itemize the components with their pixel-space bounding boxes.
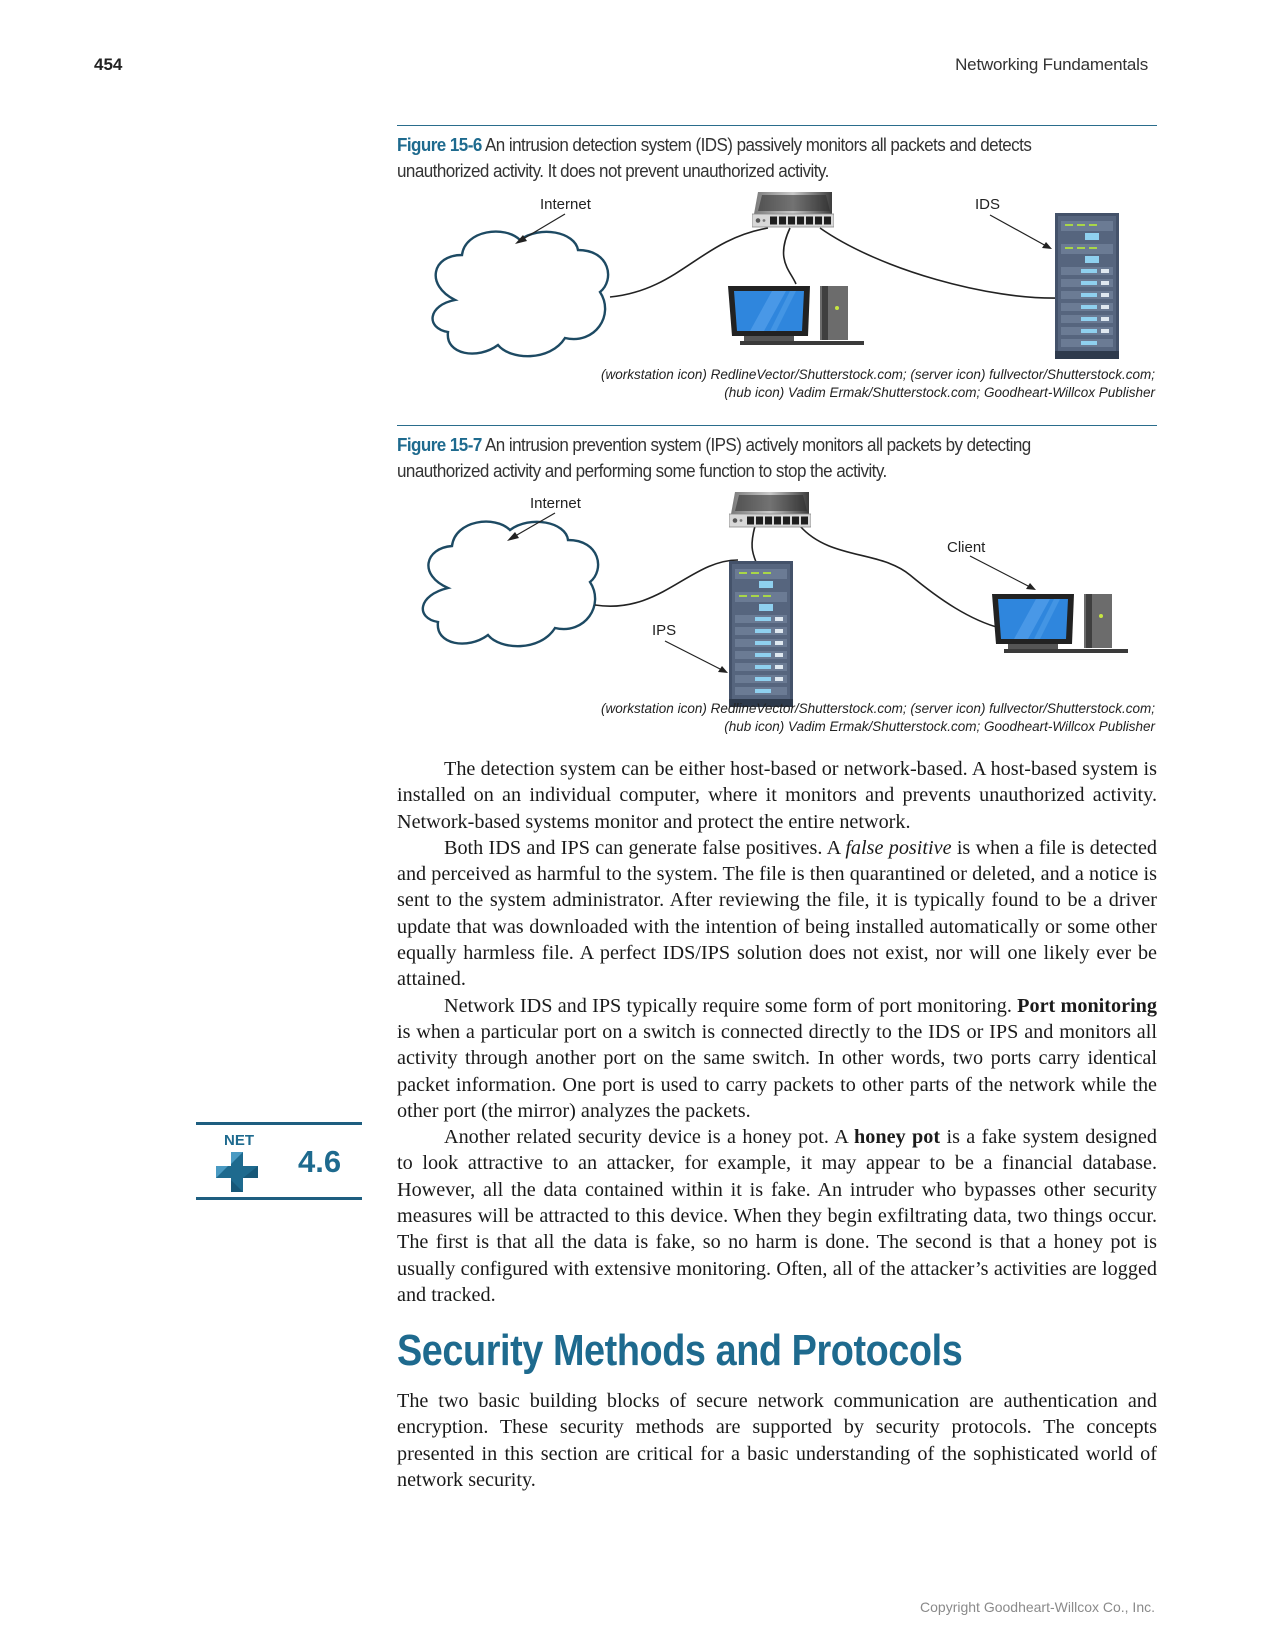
internet-cloud-icon: [423, 522, 598, 647]
paragraph: [397, 993, 1157, 1124]
running-head: Networking Fundamentals: [955, 55, 1148, 74]
section-body: [397, 1388, 1157, 1493]
net-objective-badge: [196, 1122, 362, 1200]
net-objective-number: 4.6: [298, 1144, 342, 1179]
copyright-footer: Copyright Goodheart-Willcox Co., Inc.: [920, 1599, 1155, 1615]
text-run: Both IDS and IPS can generate false positives. A: [444, 836, 846, 859]
ips-label: IPS: [652, 622, 677, 639]
paragraph: The detection system can be either host-based or network-based. A host-based system is installed on an individual computer, where it monitors and prevents unauthorized activity. Network-based systems monitor and protect the entire network.: [397, 758, 1157, 833]
figure-label: Figure 15-6: [397, 134, 482, 155]
net-label: NET: [224, 1132, 254, 1149]
credit-line: (workstation icon) RedlineVector/Shutterstock.com; (server icon) fullvector/Shutterstock.com;: [601, 701, 1155, 716]
server-icon: [729, 561, 793, 707]
section-heading: Security Methods and Protocols: [397, 1326, 963, 1375]
badge-top-rule: [196, 1122, 362, 1125]
ids-label: IDS: [975, 196, 1001, 213]
credit-line: (hub icon) Vadim Ermak/Shutterstock.com; Goodheart-Willcox Publisher: [724, 385, 1155, 400]
figure-label: Figure 15-7: [397, 434, 482, 455]
badge-bottom-rule: [196, 1197, 362, 1200]
paragraph: [397, 1124, 1157, 1308]
term-false-positive: false positive: [845, 836, 952, 859]
figure-caption-text: An intrusion prevention system (IPS) actively monitors all packets by detecting unauthorized activity and performing some function to stop the activity.: [397, 434, 1031, 481]
page-number: 454: [94, 55, 123, 74]
internet-label: Internet: [530, 495, 581, 512]
paragraph: [397, 835, 1157, 993]
text-run: is when a particular port on a switch is connected directly to the IDS or IPS and monitors all activity through another port on the same switch. In other words, two ports carry identical packet information. One port is used to carry packets to other parts of the network while the other port (the mirror) analyzes the packets.: [397, 1020, 1157, 1122]
text-run: is when a file is detected and perceived as harmful to the system. The file is then quarantined or deleted, and a notice is sent to the system administrator. After reviewing the file, it is typically found to be a driver update that was downloaded with the intention of being installed automatically or some other equally harmless file. A perfect IDS/IPS solution does not exist, nor will one likely ever be attained.: [397, 836, 1157, 991]
hub-icon: [729, 492, 811, 527]
term-port-monitoring: Port monitoring: [1017, 994, 1157, 1017]
term-honey-pot: honey pot: [854, 1126, 941, 1149]
paragraph: The two basic building blocks of secure network communication are authentication and encryption. These security methods are supported by security protocols. The concepts presented in this section are critical for a basic understanding of the sophisticated world of network security.: [397, 1390, 1157, 1491]
text-run: Network IDS and IPS typically require some form of port monitoring.: [444, 994, 1018, 1017]
figure-caption-text: An intrusion detection system (IDS) passively monitors all packets and detects unauthorized activity. It does not prevent unauthorized activity.: [397, 134, 1032, 181]
client-label: Client: [947, 539, 986, 556]
text-run: is a fake system designed to look attractive to an attacker, for example, it may appear to be a financial database. However, all the data contained within it is fake. An intruder who bypasses other security measures will be attracted to this device. When they begin exfiltrating data, two things occur. The first is that all the data is fake, so no harm is done. The second is that a honey pot is usually configured with extensive monitoring. Often, all of the attacker’s activities are logged and tracked.: [397, 1126, 1157, 1306]
text-run: Another related security device is a honey pot. A: [444, 1126, 855, 1149]
workstation-icon: [992, 594, 1128, 653]
internet-label: Internet: [540, 196, 591, 213]
credit-line: (workstation icon) RedlineVector/Shutterstock.com; (server icon) fullvector/Shutterstock.com;: [601, 367, 1155, 382]
figure-15-7-credit: [601, 700, 1155, 736]
credit-line: (hub icon) Vadim Ermak/Shutterstock.com; Goodheart-Willcox Publisher: [724, 719, 1155, 734]
net-plus-icon: [216, 1152, 258, 1192]
figure-15-7-diagram: [0, 0, 1274, 710]
body-text: [397, 756, 1157, 1308]
